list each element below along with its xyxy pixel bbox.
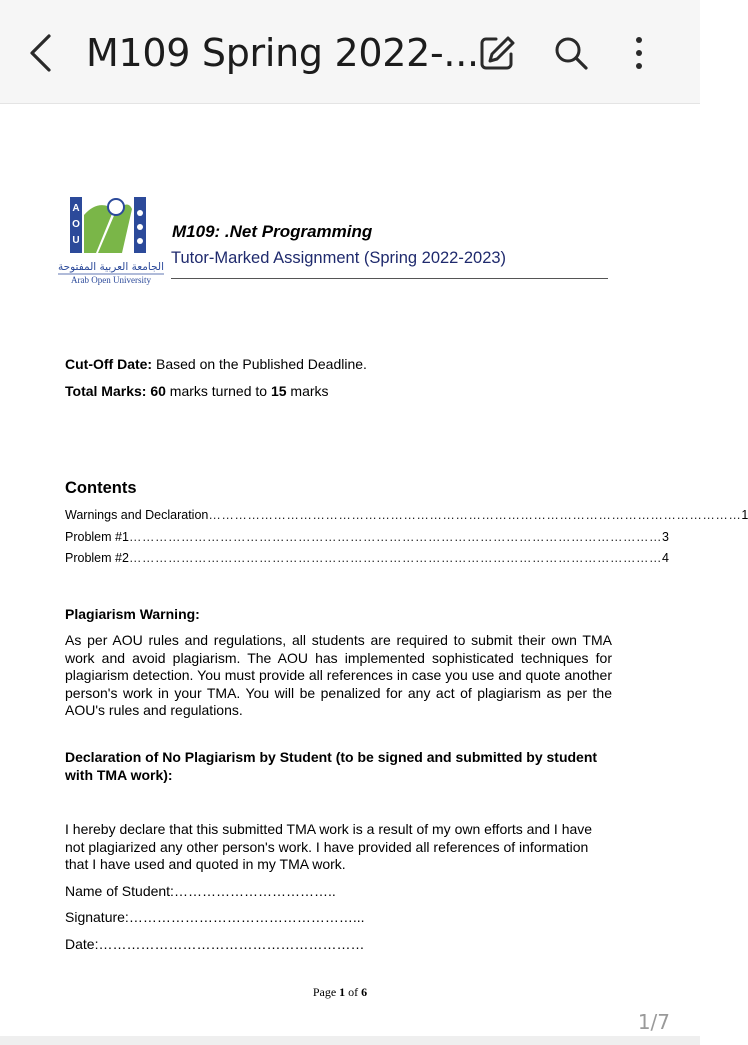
chevron-left-icon	[27, 33, 53, 73]
total-mid: marks turned to	[165, 383, 271, 399]
page-footer	[0, 985, 680, 1000]
cutoff-value: Based on the Published Deadline.	[152, 356, 367, 372]
course-name: .Net Programming	[220, 222, 373, 241]
total-marks	[65, 383, 329, 399]
document-title: M109 Spring 2022-...	[86, 31, 479, 75]
course-code: M109	[172, 222, 215, 241]
next-page-edge	[0, 1036, 700, 1045]
svg-text:Arab Open University: Arab Open University	[71, 275, 151, 285]
toc-page: 3	[661, 530, 669, 544]
footer-page-number: 1	[339, 985, 346, 999]
svg-text:U: U	[72, 235, 80, 246]
tma-title: Tutor-Marked Assignment (Spring 2022-2023)	[171, 249, 507, 267]
course-heading	[172, 222, 372, 242]
toc-page: 4	[661, 551, 669, 565]
toc-label: Problem #2	[65, 551, 129, 565]
footer-of: of	[345, 985, 362, 999]
declaration-text: I hereby declare that this submitted TMA work is a result of my own efforts and I have not plagiarized any other person's work. I have provided all references of information that I have used and quoted in my TMA work.	[65, 821, 593, 872]
more-vertical-icon	[634, 34, 644, 72]
toc-page: 1	[741, 508, 748, 522]
declaration-heading: Declaration of No Plagiarism by Student (to be signed and submitted by student with TMA work):	[65, 749, 598, 783]
total-end: marks	[286, 383, 329, 399]
student-name-line: Name of Student:……………………………..	[65, 883, 336, 899]
back-button[interactable]	[20, 28, 60, 78]
contents-heading: Contents	[65, 479, 137, 497]
cutoff-label: Cut-Off Date:	[65, 356, 153, 372]
date-line: Date:…………………………………………………	[65, 936, 365, 952]
total-label: Total Marks: 60	[65, 383, 166, 399]
plagiarism-heading: Plagiarism Warning:	[65, 606, 200, 622]
toc-label: Warnings and Declaration	[65, 508, 209, 522]
svg-text:الجامعة العربية المفتوحة: الجامعة العربية المفتوحة	[58, 261, 164, 273]
course-separator: :	[214, 222, 221, 241]
plagiarism-text: As per AOU rules and regulations, all students are required to submit their own TMA work and avoid plagiarism. The AOU has implemented sophisticated techniques for plagiarism detection. You must provide all references in case you use and quote another person's work in your TMA. You will be penalized for any act of plagiarism as per the AOU's rules and regulations.	[65, 632, 612, 718]
toc-item[interactable]	[65, 530, 669, 544]
footer-page-label: Page	[312, 985, 340, 999]
page-indicator: 1/7	[637, 1010, 670, 1034]
total-turned-value: 15	[270, 383, 287, 399]
toc-leader: ……………………………………………………………………………………………………………	[128, 551, 662, 565]
search-button[interactable]	[548, 30, 594, 76]
svg-text:A: A	[72, 203, 80, 214]
app-bar	[0, 0, 700, 104]
toc-item[interactable]	[65, 508, 748, 522]
footer-page-total: 6	[361, 985, 368, 999]
aou-logo	[58, 195, 164, 287]
toc-leader: ……………………………………………………………………………………………………………	[208, 508, 742, 522]
search-icon	[552, 34, 590, 72]
toc-label: Problem #1	[65, 530, 129, 544]
signature-line: Signature:…………………………………………...	[65, 909, 365, 925]
toc-item[interactable]	[65, 551, 669, 565]
header-divider	[171, 278, 608, 279]
edit-button[interactable]	[474, 30, 520, 76]
svg-text:O: O	[72, 219, 80, 230]
edit-icon	[478, 34, 516, 72]
cutoff-date	[65, 356, 367, 372]
more-options-button[interactable]	[622, 30, 656, 76]
toc-leader: ……………………………………………………………………………………………………………	[128, 530, 662, 544]
